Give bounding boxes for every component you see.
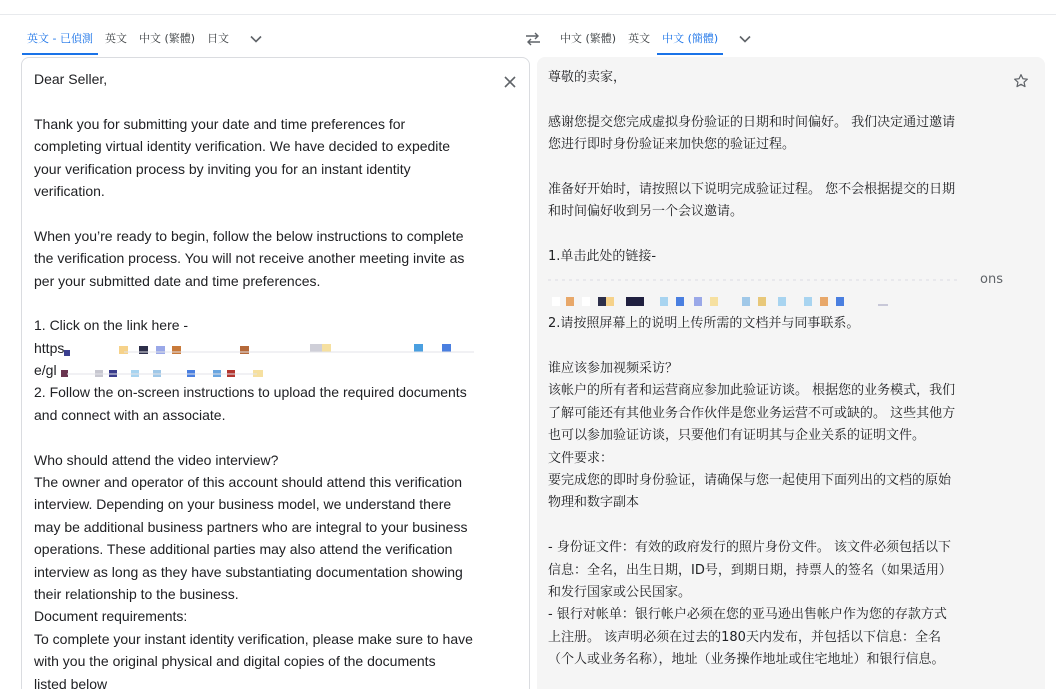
source-link-line xyxy=(34,337,494,359)
target-line: - 身份证文件：有效的政府发行的照片身份文件。 该文件必须包括以下 xyxy=(548,540,951,556)
target-link-line xyxy=(548,291,1008,313)
target-line: 尊敬的卖家， xyxy=(548,70,627,85)
target-line: 上注册。 该声明必须在过去的180天内发布，并包括以下信息：全名 xyxy=(548,629,941,645)
source-tab-chinese-traditional[interactable]: 中文 (繁體) xyxy=(138,31,196,45)
source-line xyxy=(34,90,494,112)
source-line: Dear Seller, xyxy=(34,71,108,87)
target-line xyxy=(548,336,1008,358)
link-tail: ons xyxy=(980,271,1003,287)
target-line: 感谢您提交您完成虚拟身份验证的日期和时间偏好。 我们决定通过邀请 xyxy=(548,114,956,130)
swap-arrows-icon[interactable] xyxy=(521,27,545,51)
link-prefix: https xyxy=(34,339,65,356)
source-link-line xyxy=(34,359,494,381)
target-line: 和时间偏好收到另一个会议邀请。 xyxy=(548,204,744,220)
top-divider xyxy=(0,14,1056,15)
source-language-bar xyxy=(22,22,270,56)
source-line: completing virtual identity verification. We have decided to expedite xyxy=(34,138,451,155)
chevron-down-icon[interactable] xyxy=(731,27,759,51)
target-line: - 银行对帐单：银行帐户必须在您的亚马逊出售帐户作为您的存款方式 xyxy=(548,607,947,623)
source-line: When you’re ready to begin, follow the below instructions to complete xyxy=(34,227,464,244)
star-outline-icon[interactable] xyxy=(1009,69,1033,93)
target-line: 信息：全名，出生日期，ID号，到期日期，持票人的签名（如果适用） xyxy=(548,562,952,578)
source-line: Document requirements: xyxy=(34,608,188,625)
target-line: （个人或业务名称），地址（业务操作地址或住宅地址）和银行信息。 xyxy=(548,652,945,668)
source-line: operations. These additional parties may also attend the verification xyxy=(34,541,453,558)
target-language-bar xyxy=(555,22,759,56)
translation-output xyxy=(548,67,1008,672)
target-line: 准备好开始时，请按照以下说明完成验证过程。 您不会根据提交的日期 xyxy=(548,181,956,197)
target-line: 要完成您的即时身份验证，请确保与您一起使用下面列出的文档的原始 xyxy=(548,473,952,489)
source-line xyxy=(34,426,494,448)
source-line: listed below xyxy=(34,675,108,689)
source-line: 2. Follow the on-screen instructions to upload the required documents xyxy=(34,384,467,401)
source-line: with you the original physical and digital copies of the documents xyxy=(34,653,436,670)
source-line: their relationship to the business. xyxy=(34,585,239,602)
source-tab-detected[interactable]: 英文 - 已偵測 xyxy=(22,24,98,55)
close-icon[interactable] xyxy=(498,70,522,94)
source-line: interview. Depending on your business model, we understand there xyxy=(34,496,452,513)
target-line: 文件要求： xyxy=(548,450,614,466)
source-line: your verification process by inviting you for an instant identity xyxy=(34,160,411,177)
source-line: Who should attend the video interview? xyxy=(34,451,279,468)
redacted-link xyxy=(57,364,337,378)
target-line xyxy=(548,89,1008,111)
target-line: 该帐户的所有者和运营商应参加此验证访谈。 根据您的业务模式，我们 xyxy=(548,383,956,399)
source-text-panel[interactable] xyxy=(21,57,530,689)
source-line: and connect with an associate. xyxy=(34,406,226,423)
source-tab-japanese[interactable]: 日文 xyxy=(207,31,230,45)
target-line: 谁应该参加视频采访？ xyxy=(548,361,679,377)
redacted-link xyxy=(548,272,968,286)
source-line: per your submitted date and time preferences. xyxy=(34,272,321,289)
source-line: To complete your instant identity verification, please make sure to have xyxy=(34,630,473,647)
target-line: 2.请按照屏幕上的说明上传所需的文档并与同事联系。 xyxy=(548,316,860,332)
target-line: 和发行国家或公民国家。 xyxy=(548,584,692,600)
target-link-line xyxy=(548,269,1008,291)
chevron-down-icon[interactable] xyxy=(242,27,270,51)
source-line: verification. xyxy=(34,182,105,199)
source-line: Thank you for submitting your date and time preferences for xyxy=(34,115,406,132)
redacted-link xyxy=(548,294,908,308)
target-line: 物理和数字副本 xyxy=(548,495,640,511)
translation-panel xyxy=(537,57,1045,689)
target-tab-chinese-traditional[interactable]: 中文 (繁體) xyxy=(560,31,617,45)
target-line xyxy=(548,224,1008,246)
target-line: 也可以参加验证访谈，只要他们有证明其与企业关系的证明文件。 xyxy=(548,428,926,444)
source-line: the verification process. You will not receive another meeting invite as xyxy=(34,250,465,267)
redacted-link xyxy=(64,342,484,356)
target-line xyxy=(548,515,1008,537)
target-tab-chinese-simplified[interactable]: 中文 (簡體) xyxy=(657,24,723,55)
target-line: 您进行即时身份验证来加快您的验证过程。 xyxy=(548,137,796,153)
target-line xyxy=(548,157,1008,179)
source-textarea[interactable] xyxy=(34,68,494,689)
target-line: 1.单击此处的链接- xyxy=(548,249,657,265)
source-line: interview as long as they have substantiating documentation showing xyxy=(34,563,463,580)
source-line: The owner and operator of this account should attend this verification xyxy=(34,474,463,491)
source-line xyxy=(34,292,494,314)
target-tab-english[interactable]: 英文 xyxy=(628,31,651,45)
source-tab-english[interactable]: 英文 xyxy=(104,31,127,45)
source-line: 1. Click on the link here - xyxy=(34,317,189,334)
link-suffix: e/gl xyxy=(34,362,57,379)
source-line xyxy=(34,202,494,224)
source-line: may be additional business partners who are integral to your business xyxy=(34,518,468,535)
target-line: 了解可能还有其他业务合作伙伴是您业务运营不可或缺的。 这些其他方 xyxy=(548,405,956,421)
